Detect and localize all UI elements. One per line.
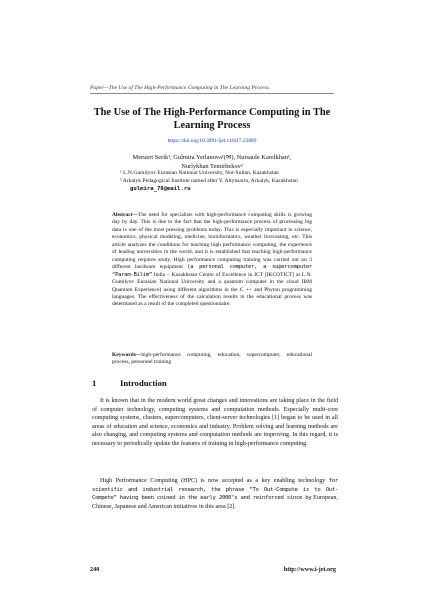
body-paragraph-1 [92,397,338,448]
abstract-label: Abstract— [112,212,138,218]
journal-site-link[interactable]: http://www.i-jet.org [283,566,336,573]
abstract [112,212,312,309]
journal-label: Paper [90,85,104,91]
running-title: The Use of The High-Performance Computing in The Learning Process [108,85,269,91]
paragraph-2-mono-text: for scientific and industrial research, the phrase “To Out-Compute is to Out-Compete” having been coined in the early 2000’s and reinforced since by [92,478,338,501]
author-list [92,154,332,171]
abstract-text-1: The need for specialists with high-performance computing skills is growing day by day. This is due to the fact that the high-performance process of processing big data is one of the most pressing problems today. This is especially important in science, economics, physical modeling, medicine, bioinformatics, weather forecasting, etc. This article analyzes the conditions for teaching high performance computing, the experience of leading universities in the world, and it is established that teaching high-performance computing requires study. High performance computing training was carried out on 3 different hardware equipment [112,212,312,271]
abstract-text-2: India – Kazakhstan Centre of Excellence in ICT [IKCOTICT] at L.N. Gumilyov Eurasian National University and a quantum computer in the cloud IBM Quantum Experience) using different algorithms in the C ++ and Phyton programming languages. The effectiveness of the calculation results in the educational process was determined as a result of the completed questionnaire. [112,271,312,308]
body-paragraph-2 [92,477,338,511]
paragraph-1-text: It is known that in the modern world great changes and innovations are taking place in the field of computer technology, computing systems and computation methods. Especially multi-core computing systems, clusters, supercomputers, client-server technologies [1] began to be used in all areas of education and science, economics and industry. Problem solving and learning methods are also changing, and computing systems and computation methods are improving. In this regard, it is necessary to periodically update the features of training in high-performance computing. [92,398,338,447]
keywords-label: Keywords— [112,352,142,358]
doi-link[interactable]: https://doi.org/10.3991/ijet.v16i17.22889 [167,138,257,144]
abstract-mono-text: (a personal computer, a supercomputer “Param-Bilim” [112,264,312,278]
section-title: Introduction [120,378,167,388]
keywords-text: high-performance computing, education, supercomputer, educational process, personnel training [112,352,312,366]
header-separator: — [103,85,109,91]
affiliation-1: ¹ L.N.Gumilyov Eurasian National University, Nur-Sultan, Kazakhstan [120,170,279,176]
running-header [90,85,350,91]
paper-title: The Use of The High-Performance Computing in The Learning Process [93,107,331,131]
affiliations [120,170,330,193]
author-line-2: Nurlykhan Temirbekov² [181,162,243,170]
affiliation-2: ² Arkalyk Pedagogical Institute named after Y. Altynsarin, Arkalyk, Kazakhstan [120,177,298,184]
paragraph-2-text-1: High Performance Computing (HPC) is now accepted as a key enabling technology [100,478,329,484]
keywords [112,352,312,367]
section-number: 1 [92,378,97,388]
header-rule [90,93,334,94]
paragraph-2-text-2: European, Chinese, Japanese and American initiatives in this area [2]. [92,495,338,510]
page-number: 240 [90,566,100,573]
email-address[interactable]: gulmira_78@mail.ru [130,185,191,192]
author-line-1: Meruert Serik¹, Gulmira Yerlanova¹(✉), Nursaule Karelkhan¹, [132,154,292,161]
